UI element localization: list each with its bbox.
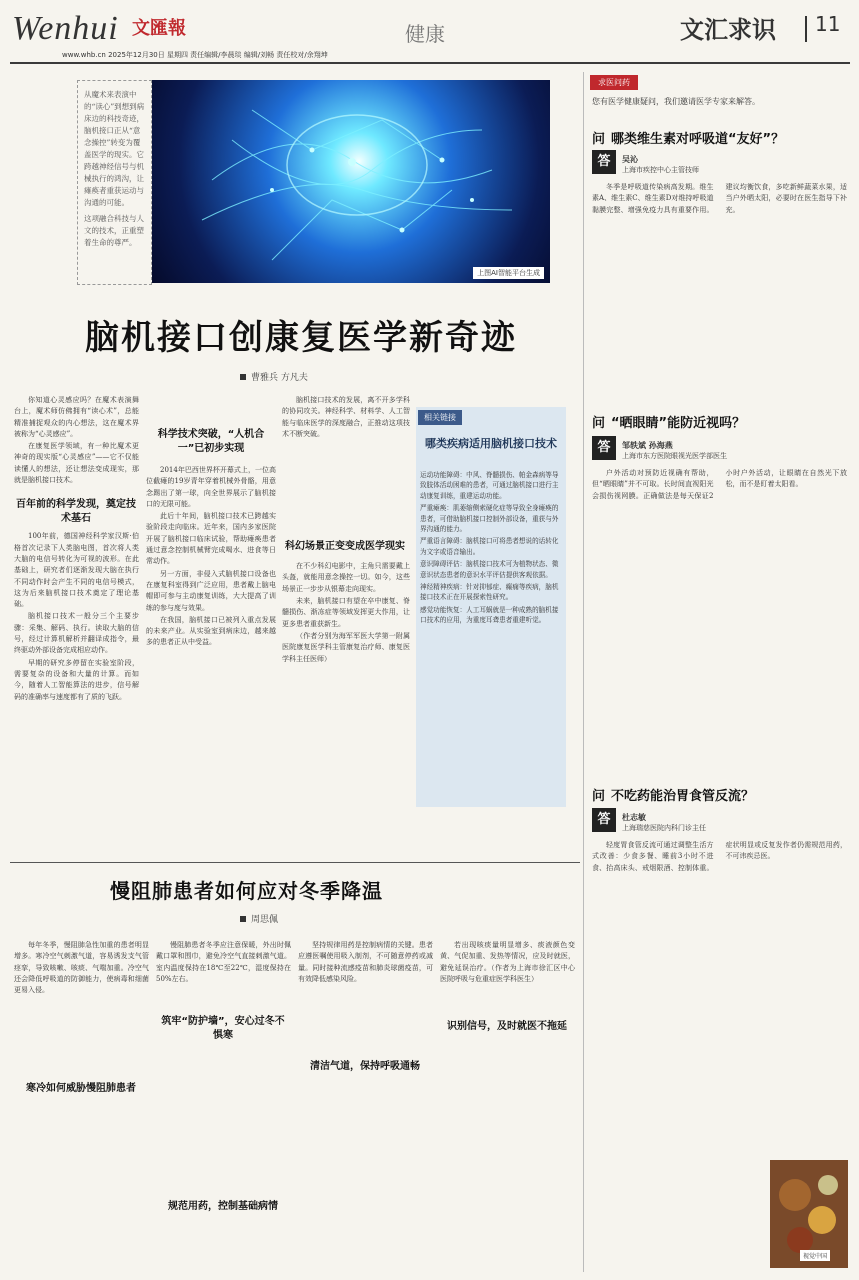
list-item: 严重语言障碍：脑机接口可将患者想说的话转化为文字或语音输出。 [420, 537, 559, 556]
paragraph: 冬季是呼吸道传染病高发期。维生素A、维生素C、维生素D对维持呼吸道黏膜完整、增强免疫力具有重要作用。建议均衡饮食，多吃新鲜蔬菜水果，适当户外晒太阳，必要时在医生指导下补充。 [592, 183, 847, 214]
answer-body [592, 840, 847, 1150]
list-item: 运动功能障碍：中风、脊髓损伤、帕金森病等导致肢体活动困难的患者，可通过脑机接口进行主动康复训练，重建运动功能。 [420, 471, 559, 500]
paragraph: 坚持规律用药是控制病情的关键。患者应遵医嘱使用吸入制剂，不可随意停药或减量。同时接种流感疫苗和肺炎球菌疫苗，可有效降低感染风险。 [298, 941, 433, 983]
page-number: 11 [815, 12, 841, 36]
subheading: 科学技术突破，“人机合一”已初步实现 [157, 429, 265, 454]
list-item: 意识障碍评估：脑机接口技术可为植物状态、微意识状态患者的意识水平评估提供客观依据。 [420, 560, 559, 579]
paragraph: 你知道心灵感应吗？在魔术表演舞台上，魔术师仿佛拥有“读心术”，总能精准捕捉观众的内心想法，这在魔术界被称为“心灵感应”。 [14, 396, 139, 438]
subheading: 百年前的科学发现，奠定技术基石 [16, 499, 136, 524]
paragraph: 户外活动对预防近视确有帮助，但“晒眼睛”并不可取。长时间直视阳光会损伤视网膜。正确做法是每天保证2小时户外活动，让眼睛在自然光下放松，而不是盯着太阳看。 [592, 469, 847, 500]
subheading: 筑牢“防护墙”，安心过冬不惧寒 [161, 1016, 285, 1041]
issue-meta: www.whb.cn 2025年12月30日 星期四 责任编辑/李晨琰 编辑/刘畅 责任校对/余翔坤 [62, 51, 328, 59]
paragraph: 早期的研究多停留在实验室阶段，需要复杂的设备和大量的计算。而如今，随着人工智能算法的进步，信号解码的准确率与速度都有了质的飞跃。 [14, 658, 139, 701]
answer-badge: 答 [592, 808, 616, 832]
answer-badge: 答 [592, 436, 616, 460]
hero-image [152, 80, 550, 283]
intro-box [77, 80, 152, 285]
byline: 周思佩 [240, 912, 278, 925]
article-column [14, 395, 139, 860]
byline: 曹雅兵 方凡夫 [240, 370, 308, 383]
subheading: 规范用药，控制基础病情 [168, 1201, 278, 1212]
divider [805, 16, 807, 42]
paragraph: 每年冬季，慢阻肺急性加重的患者明显增多。寒冷空气刺激气道，容易诱发支气管痉挛，导致咳嗽、咳痰、气喘加重。冷空气还会降低呼吸道的防御能力，使病毒和细菌更易入侵。 [14, 941, 149, 995]
paragraph: 在我国，脑机接口已被列入重点发展的未来产业。从实验室到病床边，越来越多的患者正从中受益。 [146, 615, 276, 647]
related-link-body [420, 470, 562, 800]
answer-body [592, 182, 847, 397]
question-heading: 问 “晒眼睛”能防近视吗？ [592, 416, 746, 431]
article-column [440, 940, 575, 1270]
article-column [156, 940, 291, 1270]
subheading: 科幻场景正变变成医学现实 [285, 541, 405, 552]
paragraph: 慢阻肺患者冬季应注意保暖，外出时佩戴口罩和围巾，避免冷空气直接刺激气道。室内温度保持在18℃至22℃，湿度保持在50%左右。 [156, 941, 291, 983]
subheading: 清洁气道，保持呼吸通畅 [310, 1061, 420, 1072]
paragraph: 轻度胃食管反流可通过调整生活方式改善：少食多餐、睡前3小时不进食、抬高床头、戒烟限酒、控制体重。症状明显或反复发作者仍需规范用药，不可讳疾忌医。 [592, 841, 847, 872]
top-rule [10, 62, 850, 64]
brain-circuit-illustration [152, 80, 550, 283]
article-headline: 慢阻肺患者如何应对冬季降温 [110, 879, 383, 903]
question-heading: 问 不吃药能治胃食管反流？ [592, 789, 755, 804]
paragraph: 此后十年间，脑机接口技术已跨越实验阶段走向临床。近年来，国内多家医院开展了脑机接口临床试验，帮助瘫痪患者通过意念控制机械臂完成喝水、进食等日常动作。 [146, 512, 276, 566]
list-item: 感觉功能恢复：人工耳蜗就是一种成熟的脑机接口技术的应用，为重度耳聋患者重建听觉。 [420, 605, 559, 625]
subheading: 寒冷如何威胁慢阻肺患者 [26, 1083, 136, 1094]
intro-paragraph: 这项融合科技与人文的技术，正重塑着生命的尊严。 [84, 214, 144, 247]
related-link-title: 哪类疾病适用脑机接口技术 [425, 437, 557, 450]
column-name: 文汇求识 [680, 16, 776, 44]
paragraph: 100年前，德国神经科学家汉斯·伯格首次记录下人类脑电图，首次将人类大脑的电信号转化为可视的波形。在此基础上，研究者们逐渐发现大脑在执行不同动作时会产生不同的电信号模式，这为后来脑机接口技术奠定了理论基础。 [14, 532, 139, 609]
answer-body [592, 468, 847, 768]
paragraph: 2014年巴西世界杯开幕式上，一位高位截瘫的19岁青年穿着机械外骨骼，用意念踢出了第一球，向全世界展示了脑机接口的无限可能。 [146, 466, 276, 508]
question-heading: 问 哪类维生素对呼吸道“友好”？ [592, 132, 785, 147]
qa-tag: 求医问药 [590, 75, 638, 90]
paragraph: 脑机接口技术一般分三个主要步骤：采集、解码、执行。读取大脑的信号，经过计算机解析并翻译成指令，最终驱动外部设备完成相应动作。 [14, 612, 139, 655]
column-divider [583, 72, 584, 1272]
intro-paragraph: 从魔术来表演中的“读心”到想到病床边的科技奇迹，脑机接口正从“意念操控”转变为覆盖医学的现实。它跨越神经信号与机械执行的鸿沟，让瘫痪者重获运动与沟通的可能。 [84, 90, 145, 207]
paragraph: 在康复医学领域，有一种比魔术更神奇的现实版“心灵感应”——它不仅能读懂人的想法，还让想法变成现实，那就是脑机接口技术。 [14, 442, 139, 485]
masthead [0, 0, 859, 62]
newspaper-logo: Wenhui [12, 10, 119, 47]
list-item: 神经精神疾病：针对抑郁症、癫痫等疾病，脑机接口技术正在开展探索性研究。 [420, 583, 559, 602]
paragraph: 脑机接口技术的发展，离不开多学科的协同攻关。神经科学、材料学、人工智能与临床医学的深度融合，正推动这项技术不断突破。 [282, 396, 410, 438]
image-caption: 上图AI智能平台生成 [473, 267, 544, 279]
paragraph: 未来，脑机接口有望在卒中康复、脊髓损伤、渐冻症等领域发挥更大作用，让更多患者重获新生。 [282, 597, 410, 628]
paragraph: （作者分别为海军军医大学第一附属医院康复医学科主管康复治疗师、康复医学科主任医师） [282, 631, 410, 663]
subheading: 识别信号，及时就医不拖延 [447, 1021, 567, 1032]
paragraph: 另一方面，非侵入式脑机接口设备也在康复科室得到广泛应用，患者戴上脑电帽即可参与主动康复训练，大大提高了训练的参与度与效果。 [146, 569, 276, 612]
section-name: 健康 [405, 22, 445, 46]
related-link-tag: 相关链接 [418, 410, 462, 425]
paragraph: 在不少科幻电影中，主角只需要戴上头盔，就能用意念操控一切。如今，这些场景正一步步从银幕走向现实。 [282, 562, 410, 593]
article-column [146, 395, 276, 860]
section-rule [10, 862, 580, 863]
article-headline: 脑机接口创康复医学新奇迹 [85, 318, 517, 358]
image-caption: 视觉中国 [800, 1250, 830, 1261]
paragraph: 若出现咳痰量明显增多、痰液颜色变黄、气促加重、发热等情况，应及时就医，避免延误治疗。（作者为上海市徐汇区中心医院呼吸与危重症医学科医生） [440, 941, 575, 983]
expert-info: 吴沁 上海市疾控中心主管技师 [622, 155, 699, 174]
article-column [298, 940, 433, 1270]
newspaper-logo-cn: 文匯報 [132, 18, 186, 39]
article-column [282, 395, 410, 860]
expert-info: 杜志敏 上海瑞慈医院内科门诊主任 [622, 813, 706, 832]
qa-intro: 您有医学健康疑问，我们邀请医学专家来解答。 [592, 97, 760, 106]
article-column [14, 940, 149, 1270]
answer-badge: 答 [592, 150, 616, 174]
expert-info: 邹轶斌 孙海燕 上海市东方医院眼视光医学部医生 [622, 441, 727, 460]
list-item: 严重瘫痪：肌萎缩侧索硬化症等导致全身瘫痪的患者，可借助脑机接口控制外部设备，重获与外界沟通的能力。 [420, 504, 559, 534]
